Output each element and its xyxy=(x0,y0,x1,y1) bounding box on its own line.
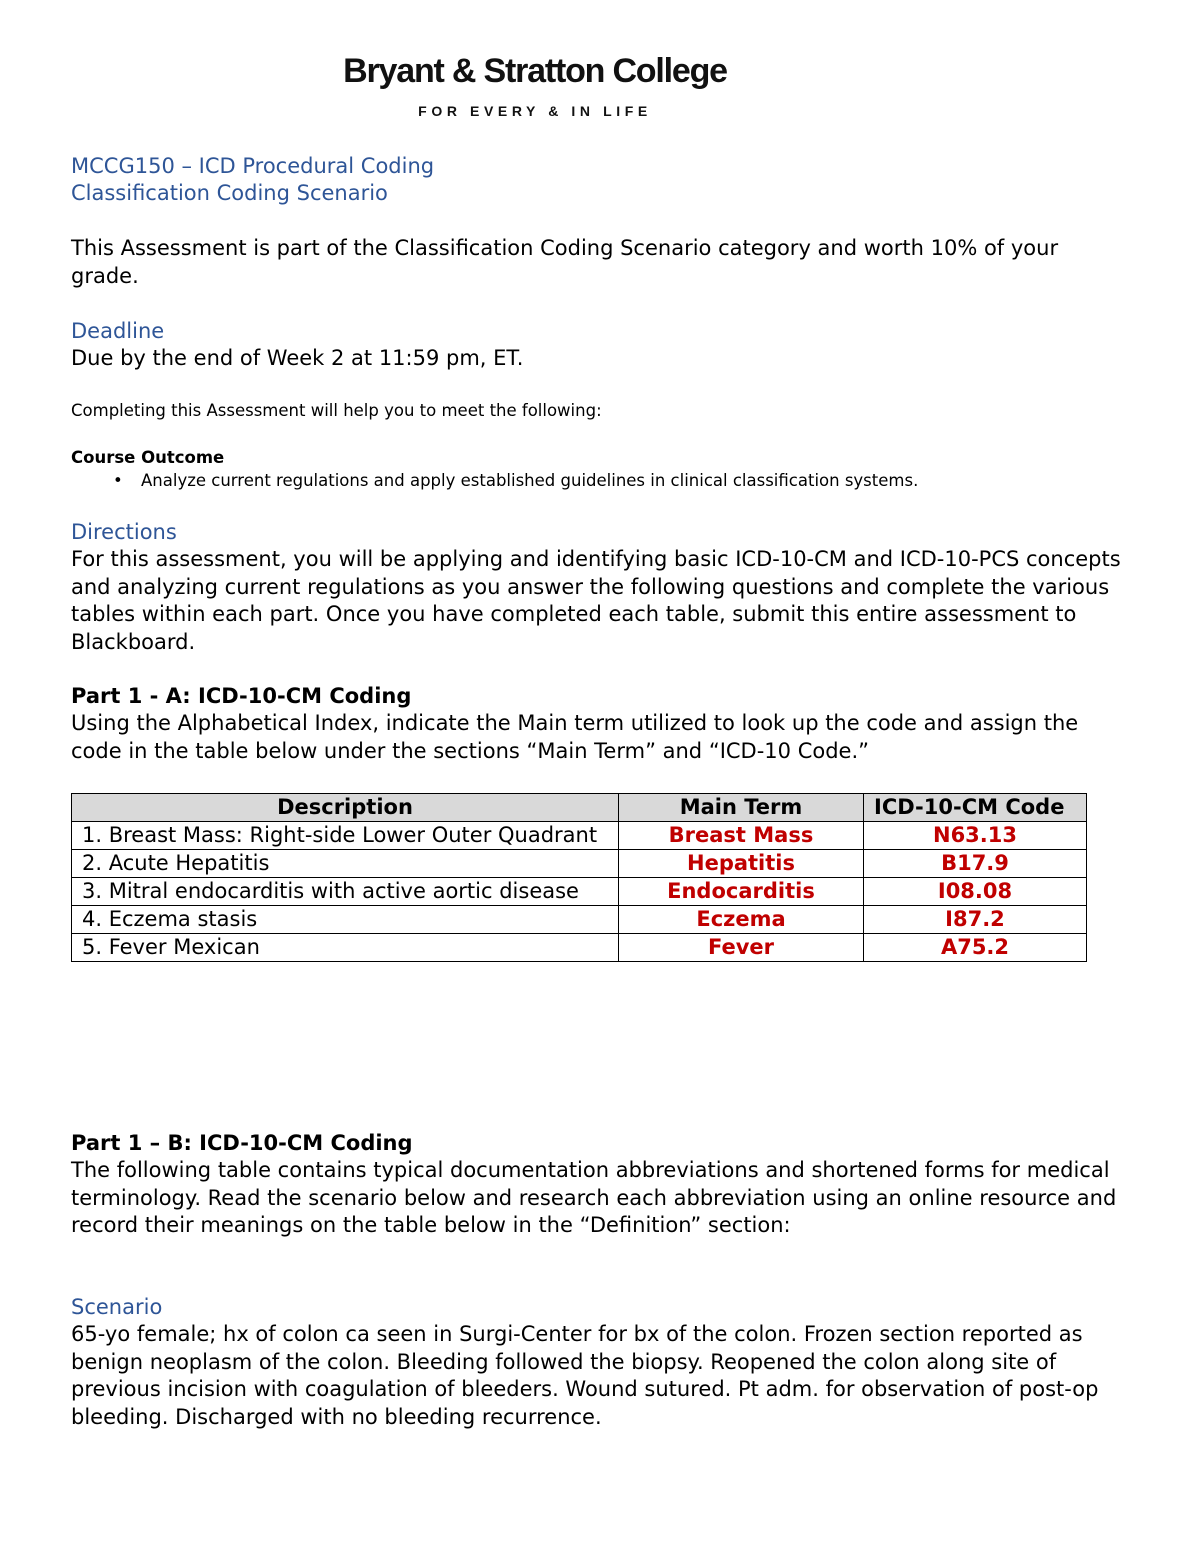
directions-text: For this assessment, you will be applying and identifying basic ICD-10-CM and ICD-10-PCS concepts and analyzing current regulations as you answer the following questions and complete the various tables within each part. Once you have completed each table, submit this entire assessment to Blackboard. xyxy=(71,547,1121,654)
table-row xyxy=(72,906,1087,934)
directions-heading: Directions xyxy=(71,520,177,544)
course-outcome-list xyxy=(71,469,1131,492)
row-description: 4. Eczema stasis xyxy=(72,906,619,934)
deadline-text: Due by the end of Week 2 at 11:59 pm, ET. xyxy=(71,346,524,370)
row-description: 3. Mitral endocarditis with active aortic disease xyxy=(72,878,619,906)
header-icd-code: ICD-10-CM Code xyxy=(864,794,1087,822)
course-outcome-item: • Analyze current regulations and apply established guidelines in clinical classification systems. xyxy=(71,469,1131,492)
course-outcome-heading: Course Outcome xyxy=(71,448,225,467)
logo-tagline: FOR EVERY & IN LIFE xyxy=(418,103,652,119)
part1b-heading: Part 1 – B: ICD-10-CM Coding xyxy=(71,1131,413,1155)
icd-code-table xyxy=(71,793,1087,962)
part1a-heading: Part 1 - A: ICD-10-CM Coding xyxy=(71,684,412,708)
completing-text: Completing this Assessment will help you to meet the following: xyxy=(71,401,602,420)
row-main-term: Breast Mass xyxy=(619,822,864,850)
row-icd-code: I87.2 xyxy=(864,906,1087,934)
row-icd-code: A75.2 xyxy=(864,934,1087,962)
header-main-term: Main Term xyxy=(619,794,864,822)
deadline-heading: Deadline xyxy=(71,319,165,343)
row-main-term: Fever xyxy=(619,934,864,962)
row-main-term: Endocarditis xyxy=(619,878,864,906)
row-description: 2. Acute Hepatitis xyxy=(72,850,619,878)
table-header-row xyxy=(72,794,1087,822)
row-icd-code: N63.13 xyxy=(864,822,1087,850)
row-icd-code: B17.9 xyxy=(864,850,1087,878)
row-description: 5. Fever Mexican xyxy=(72,934,619,962)
course-title: MCCG150 – ICD Procedural Coding xyxy=(71,154,435,178)
assessment-title: Classification Coding Scenario xyxy=(71,181,388,205)
table-row xyxy=(72,822,1087,850)
row-main-term: Eczema xyxy=(619,906,864,934)
table-row xyxy=(72,934,1087,962)
table-row xyxy=(72,878,1087,906)
college-logo xyxy=(0,52,1060,119)
table-row xyxy=(72,850,1087,878)
scenario-text: 65-yo female; hx of colon ca seen in Surgi-Center for bx of the colon. Frozen section reported as benign neoplasm of the colon. Bleeding followed the biopsy. Reopened the colon along site of previous incision with coagulation of bleeders. Wound sutured. Pt adm. for observation of post-op bleeding. Discharged with no bleeding recurrence. xyxy=(71,1322,1099,1429)
scenario-heading: Scenario xyxy=(71,1295,163,1319)
header-description: Description xyxy=(72,794,619,822)
intro-paragraph: This Assessment is part of the Classification Coding Scenario category and worth 10% of your grade. xyxy=(71,236,1059,288)
logo-name: Bryant & Stratton College xyxy=(343,52,727,90)
row-description: 1. Breast Mass: Right-side Lower Outer Quadrant xyxy=(72,822,619,850)
part1a-text: Using the Alphabetical Index, indicate the Main term utilized to look up the code and assign the code in the table below under the sections “Main Term” and “ICD-10 Code.” xyxy=(71,711,1079,763)
row-icd-code: I08.08 xyxy=(864,878,1087,906)
row-main-term: Hepatitis xyxy=(619,850,864,878)
part1b-text: The following table contains typical documentation abbreviations and shortened forms for medical terminology. Read the scenario below and research each abbreviation using an online resource and record their meanings on the table below in the “Definition” section: xyxy=(71,1158,1117,1237)
